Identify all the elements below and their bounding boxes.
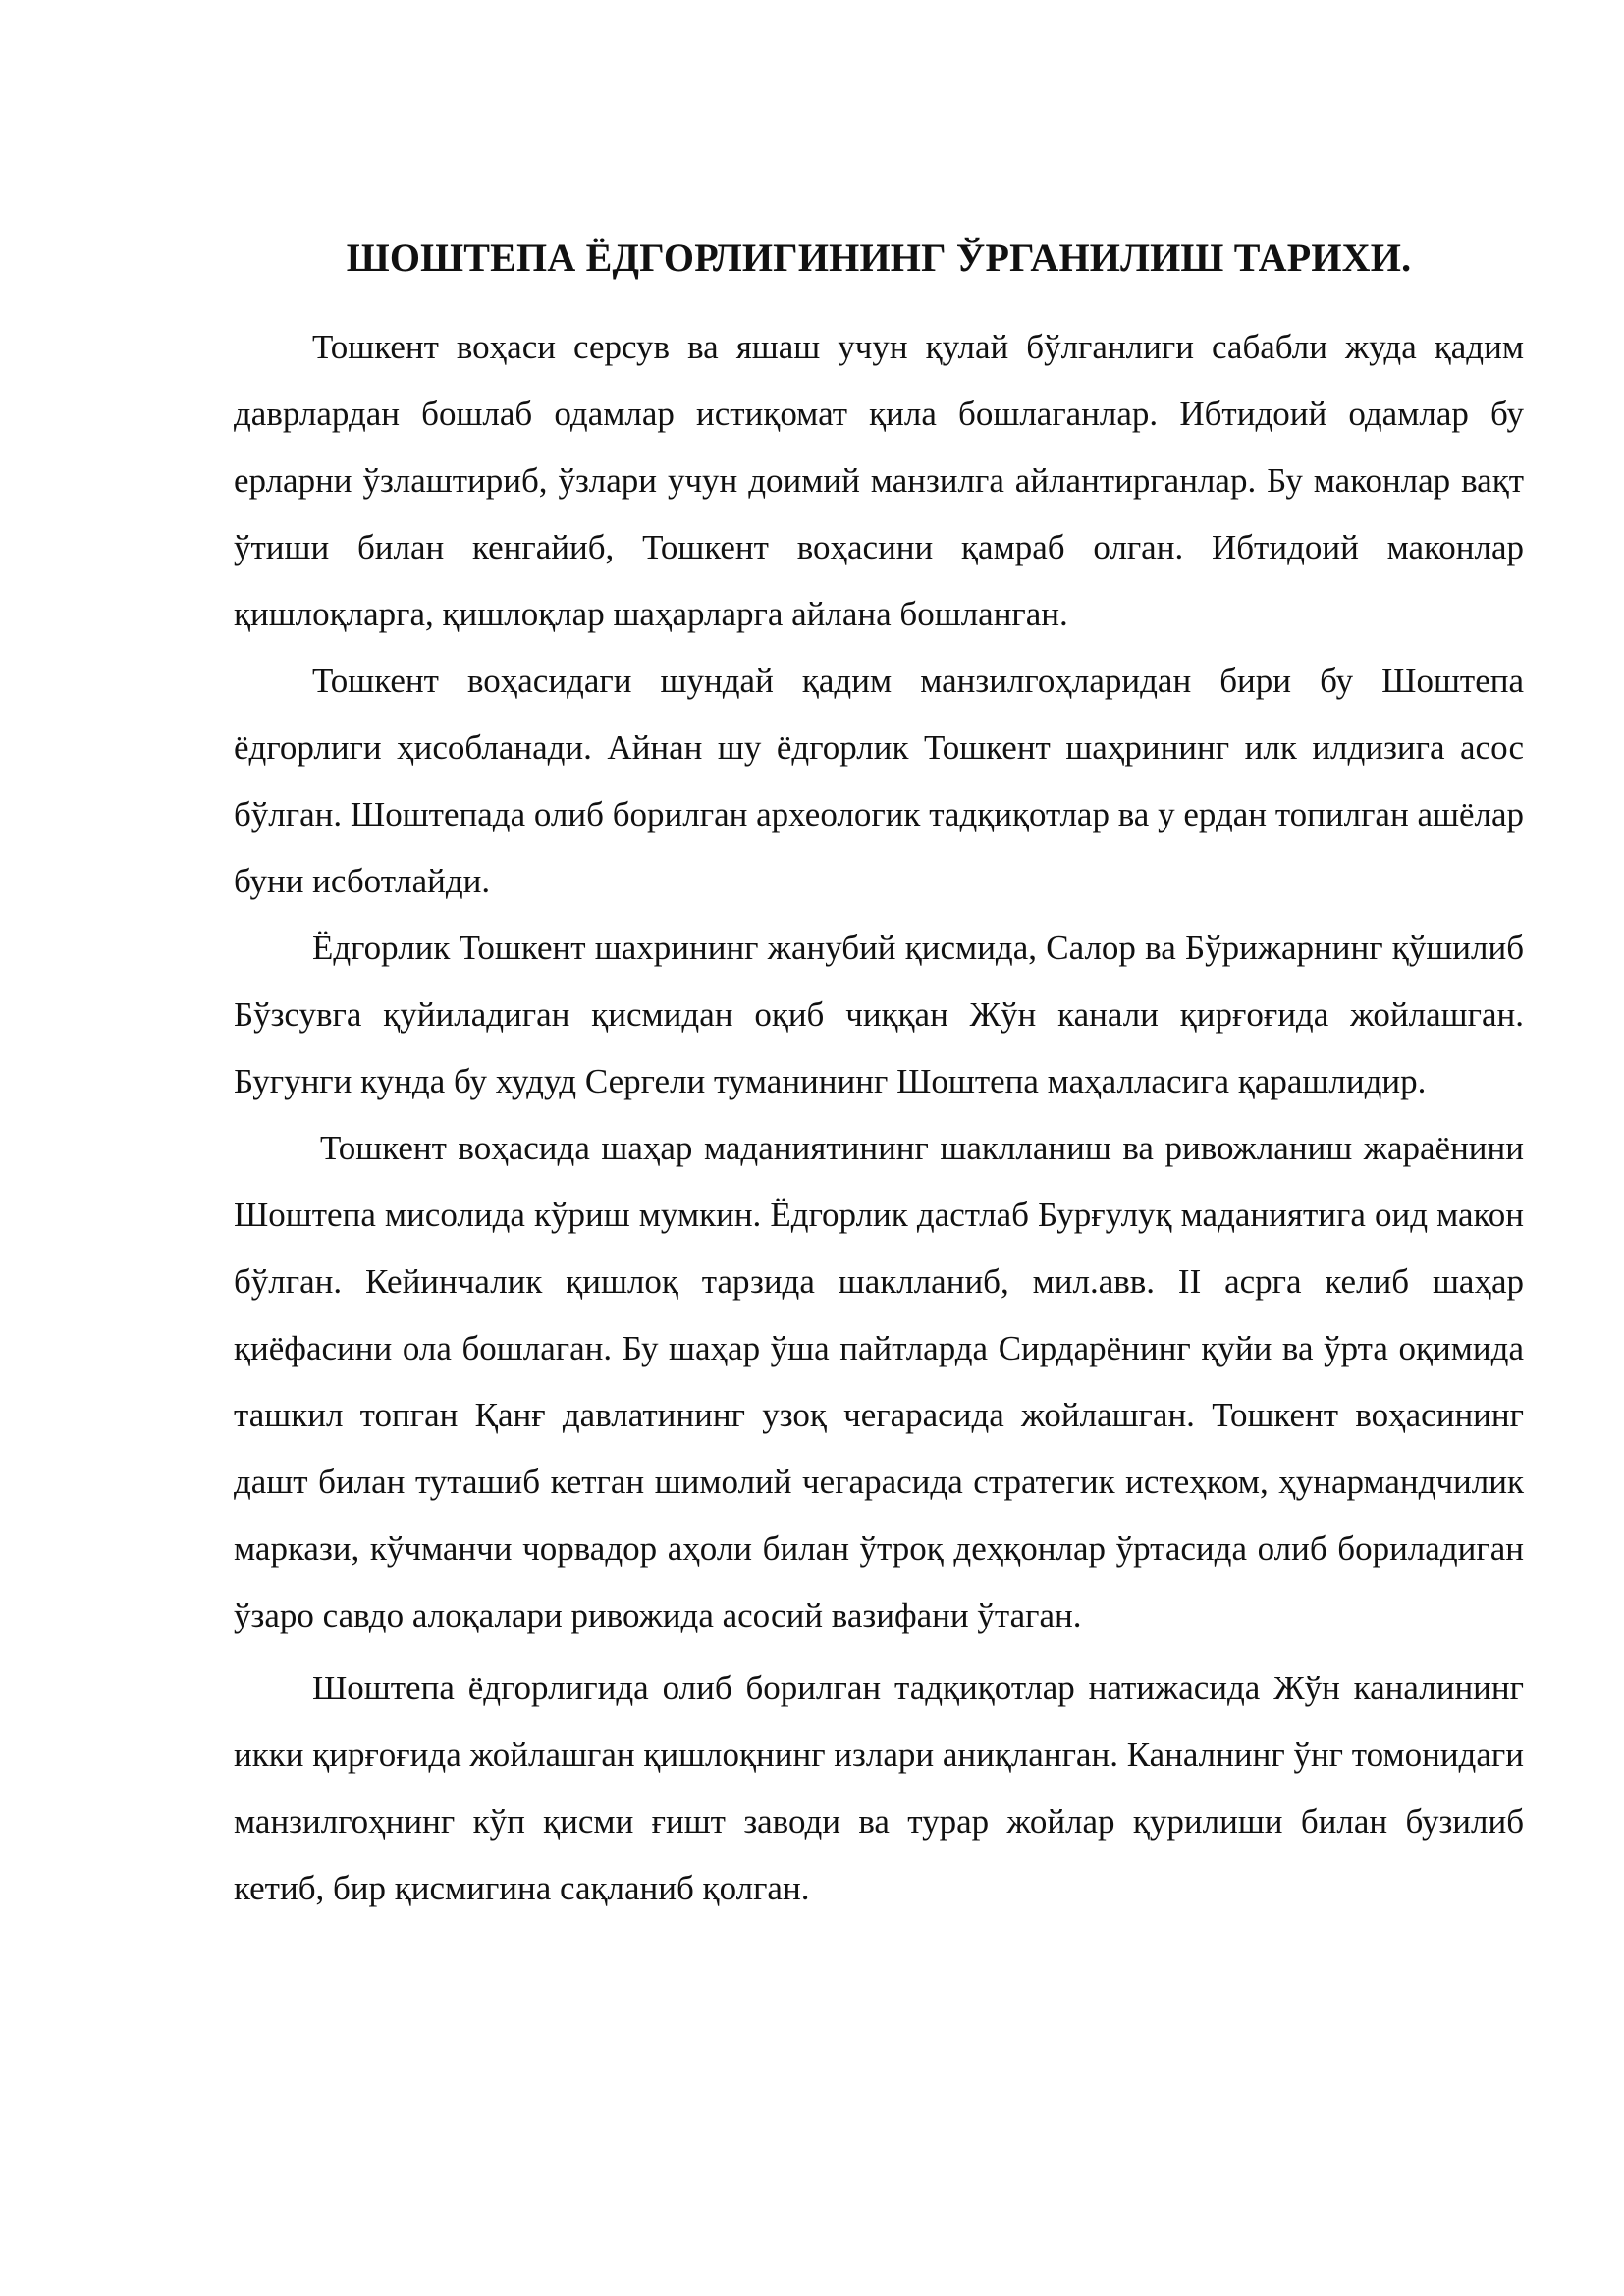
paragraph: Тошкент воҳаси серсув ва яшаш учун қулай бўлганлиги сабабли жуда қадим даврлардан бошлаб одамлар истиқомат қила бошлаганлар. Ибтидоий одамлар бу ерларни ўзлаштириб, ўзлари учун доимий манзилга айлантирганлар. Бу маконлар вақт ўтиши билан кенгайиб, Тошкент воҳасини қамраб олган. Ибтидоий маконлар қишлоқларга, қишлоқлар шаҳарларга айлана бошланган. (234, 328, 1524, 633)
paragraph: Шоштепа ёдгорлигида олиб борилган тадқиқотлар натижасида Жўн каналининг икки қирғоғида жойлашган қишлоқнинг излари аниқланган. Каналнинг ўнг томонидаги манзилгоҳнинг кўп қисми ғишт заводи ва турар жойлар қурилиши билан бузилиб кетиб, бир қисмигина сақланиб қолган. (234, 1669, 1524, 1907)
document-page (234, 224, 1524, 1922)
document-title: ШОШТЕПА ЁДГОРЛИГИНИНГ ЎРГАНИЛИШ ТАРИХИ. (346, 236, 1412, 280)
paragraph: Тошкент воҳасидаги шундай қадим манзилгоҳларидан бири бу Шоштепа ёдгорлиги ҳисобланади. Айнан шу ёдгорлик Тошкент шаҳрининг илк илдизига асос бўлган. Шоштепада олиб борилган археологик тадқиқотлар ва у ердан топилган ашёлар буни исботлайди. (234, 662, 1524, 900)
paragraph: Ёдгорлик Тошкент шахрининг жанубий қисмида, Салор ва Бўрижарнинг қўшилиб Бўзсувга қуйиладиган қисмидан оқиб чиққан Жўн канали қирғоғида жойлашган. Бугунги кунда бу худуд Сергели туманининг Шоштепа маҳалласига қарашлидир. (234, 929, 1524, 1100)
paragraph: Тошкент воҳасида шаҳар маданиятининг шаклланиш ва ривожланиш жараёнини Шоштепа мисолида кўриш мумкин. Ёдгорлик дастлаб Бурғулуқ маданиятига оид макон бўлган. Кейинчалик қишлоқ тарзида шаклланиб, мил.авв. II асрга келиб шаҳар қиёфасини ола бошлаган. Бу шаҳар ўша пайтларда Сирдарёнинг қуйи ва ўрта оқимида ташкил топган Қанғ давлатининг узоқ чегарасида жойлашган. Тошкент воҳасининг дашт билан туташиб кетган шимолий чегарасида стратегик истеҳком, ҳунармандчилик маркази, кўчманчи чорвадор аҳоли билан ўтроқ деҳқонлар ўртасида олиб бориладиган ўзаро савдо алоқалари ривожида асосий вазифани ўтаган. (234, 1129, 1524, 1634)
